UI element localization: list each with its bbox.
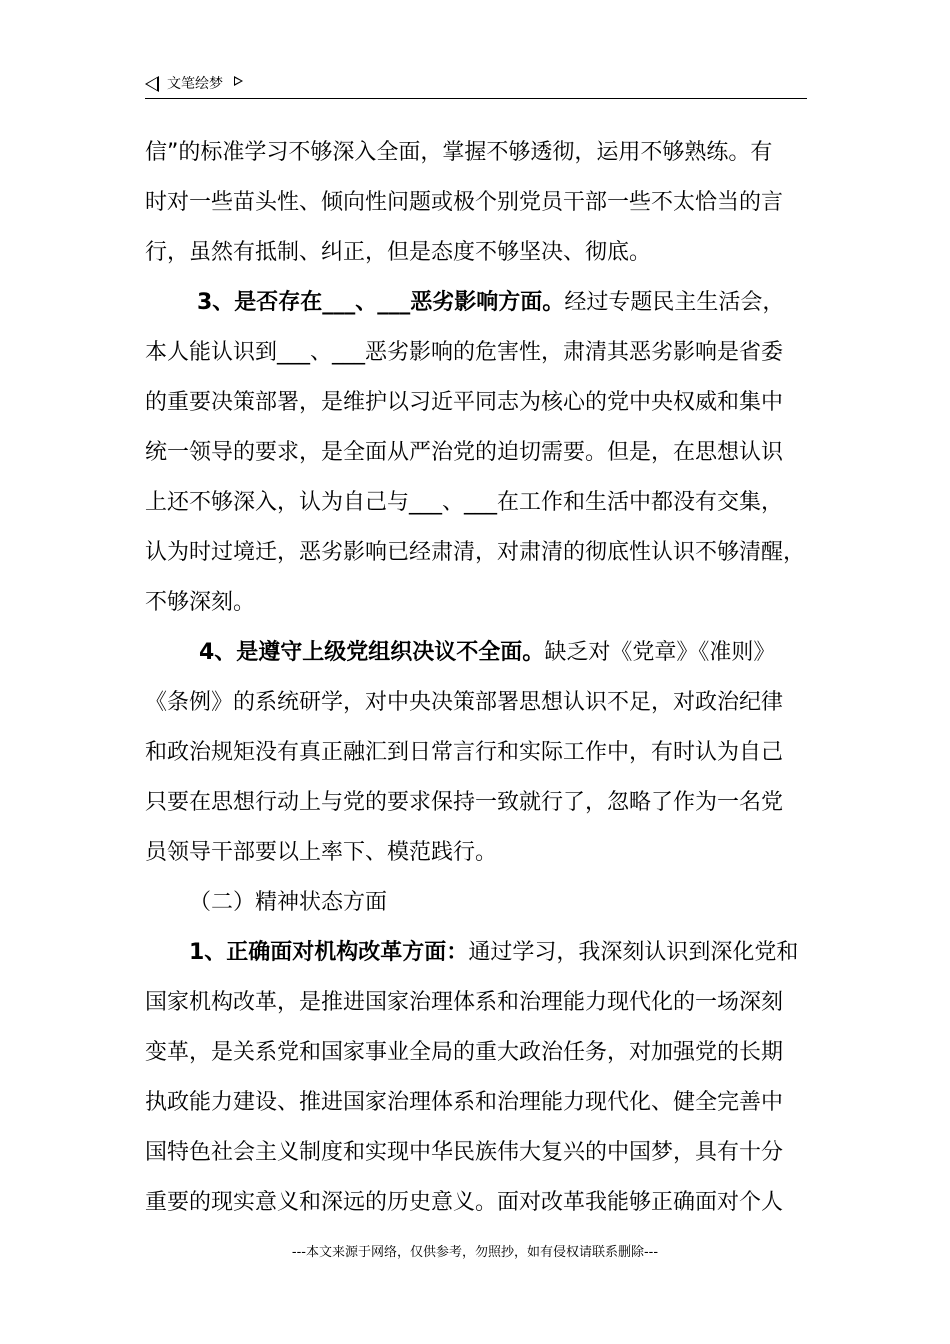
body-line: 《条例》的系统研学，对中央决策部署思想认识不足，对政治纪律 xyxy=(145,690,784,715)
page-header xyxy=(145,72,807,99)
triangle-left-icon xyxy=(145,76,159,92)
section-heading-1: 1、正确面对机构改革方面： xyxy=(189,940,469,965)
body-text: 通过学习，我深刻认识到深化党和 xyxy=(468,940,799,965)
body-line: 上还不够深入，认为自己与___、___在工作和生活中都没有交集， xyxy=(145,490,784,515)
section-heading-3: 3、是否存在___、___恶劣影响方面。 xyxy=(197,290,565,315)
body-line: 认为时过境迁，恶劣影响已经肃清，对肃清的彻底性认识不够清醒， xyxy=(145,540,806,565)
body-line: 国特色社会主义制度和实现中华民族伟大复兴的中国梦，具有十分 xyxy=(145,1140,784,1165)
body-line: 本人能认识到___、___恶劣影响的危害性，肃清其恶劣影响是省委 xyxy=(145,340,784,365)
body-text: 缺乏对《党章》《准则》 xyxy=(544,640,776,665)
body-text: 经过专题民主生活会， xyxy=(564,290,785,315)
body-line: 的重要决策部署，是维护以习近平同志为核心的党中央权威和集中 xyxy=(145,390,784,415)
body-line: 不够深刻。 xyxy=(145,590,256,615)
body-line: 时对一些苗头性、倾向性问题或极个别党员干部一些不太恰当的言 xyxy=(145,190,784,215)
triangle-right-icon xyxy=(234,76,243,86)
body-line: 和政治规矩没有真正融汇到日常言行和实际工作中，有时认为自己 xyxy=(145,740,784,765)
body-line: 变革，是关系党和国家事业全局的重大政治任务，对加强党的长期 xyxy=(145,1040,784,1065)
document-body xyxy=(145,128,825,1228)
header-title: 文笔绘梦 xyxy=(167,76,223,92)
body-line: 员领导干部要以上率下、模范践行。 xyxy=(145,840,498,865)
section-heading-4: 4、是遵守上级党组织决议不全面。 xyxy=(199,640,545,665)
section-heading-line xyxy=(145,278,825,328)
body-line: 行，虽然有抵制、纠正，但是态度不够坚决、彻底。 xyxy=(145,240,652,265)
body-line: 只要在思想行动上与党的要求保持一致就行了，忽略了作为一名党 xyxy=(145,790,784,815)
body-line: 重要的现实意义和深远的历史意义。面对改革我能够正确面对个人 xyxy=(145,1190,784,1215)
body-line: 信”的标准学习不够深入全面，掌握不够透彻，运用不够熟练。有 xyxy=(145,140,773,165)
subsection-title: （二）精神状态方面 xyxy=(189,890,388,915)
page-footer: ---本文来源于网络，仅供参考，勿照抄，如有侵权请联系删除--- xyxy=(291,1245,659,1260)
body-line: 统一领导的要求，是全面从严治党的迫切需要。但是，在思想认识 xyxy=(145,440,784,465)
body-line: 国家机构改革，是推进国家治理体系和治理能力现代化的一场深刻 xyxy=(145,990,784,1015)
body-line: 执政能力建设、推进国家治理体系和治理能力现代化、健全完善中 xyxy=(145,1090,784,1115)
section-heading-line xyxy=(145,928,825,978)
section-heading-line xyxy=(145,628,825,678)
